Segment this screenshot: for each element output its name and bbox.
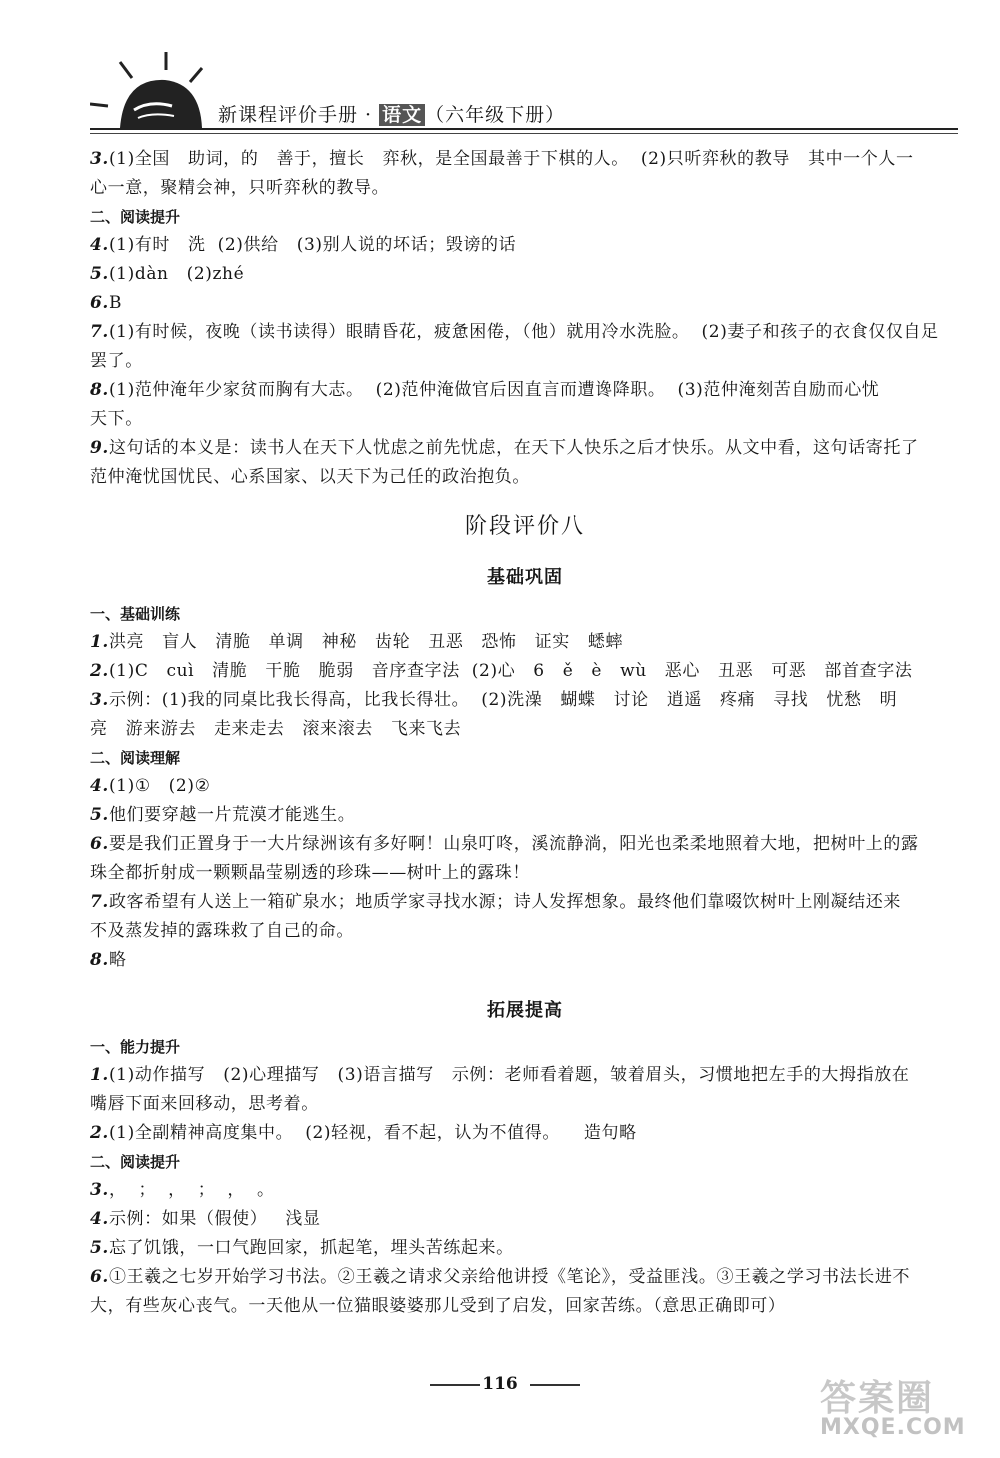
answer-line — [90, 318, 960, 347]
question-number: 6. — [90, 834, 109, 854]
question-number: 4. — [90, 1209, 109, 1229]
answer-line — [90, 946, 960, 975]
question-number: 9. — [90, 438, 109, 458]
book-series: 新课程评价手册 · — [218, 104, 380, 126]
subject-badge: 语文 — [379, 104, 425, 126]
answer-line — [90, 859, 960, 888]
answer-text: 嘴唇下面来回移动，思考着。 — [90, 1094, 319, 1114]
site-watermark — [820, 1370, 990, 1450]
answer-line — [90, 1090, 960, 1119]
answer-text: (1)dàn (2)zhé — [108, 264, 245, 284]
question-number: 1. — [90, 1065, 109, 1085]
answer-line — [90, 434, 960, 463]
question-number: 7. — [90, 322, 109, 342]
footer-ornament-right — [530, 1384, 580, 1386]
answer-text: 示例：(1)我的同桌比我长得高，比我长得壮。 (2)洗澡 蝴蝶 讨论 逍遥 疼痛 寻找 忧愁 明 — [108, 690, 898, 710]
answer-text: 天下。 — [90, 409, 143, 429]
answer-line — [90, 1061, 960, 1090]
answer-text: (1)全副精神高度集中。 (2)轻视，看不起，认为不值得。 造句略 — [108, 1123, 637, 1143]
answer-line — [90, 830, 960, 859]
question-number: 2. — [90, 661, 109, 681]
section-heading: 一、能力提升 — [90, 1038, 181, 1056]
answer-line — [90, 1263, 960, 1292]
question-number: 5. — [90, 805, 109, 825]
answer-line — [90, 260, 960, 289]
question-number: 4. — [90, 235, 109, 255]
answer-text: 珠全都折射成一颗颗晶莹剔透的珍珠——树叶上的露珠！ — [90, 863, 530, 883]
question-number: 5. — [90, 264, 109, 284]
answer-text: 罢了。 — [90, 351, 143, 371]
section-heading: 二、阅读提升 — [90, 1153, 181, 1171]
grade-label: （六年级下册） — [425, 104, 566, 126]
question-number: 4. — [90, 776, 109, 796]
answer-block — [90, 145, 960, 203]
answer-text: 亮 游来游去 走来走去 滚来滚去 飞来飞去 — [90, 719, 462, 739]
answer-line — [90, 801, 960, 830]
answer-text: (1)C cuì 清脆 干脆 脆弱 音序查字法 (2)心 6 ě è wù 恶心 丑恶 可恶 部首查字法 — [108, 661, 913, 681]
answer-line — [90, 1205, 960, 1234]
part-title: 拓展提高 — [487, 1000, 563, 1021]
answer-text: 洪亮 盲人 清脆 单调 神秘 齿轮 丑恶 恐怖 证实 蟋蟀 — [108, 632, 624, 652]
question-number: 3. — [90, 149, 109, 169]
question-number: 6. — [90, 1267, 109, 1287]
answer-block — [90, 772, 960, 975]
answer-line — [90, 628, 960, 657]
answer-line — [90, 289, 960, 318]
question-number: 3. — [90, 1180, 109, 1200]
answer-line — [90, 231, 960, 260]
answer-line — [90, 1234, 960, 1263]
part-title: 基础巩固 — [487, 567, 563, 588]
answer-line — [90, 174, 960, 203]
answer-text: 这句话的本义是：读书人在天下人忧虑之前先忧虑，在天下人快乐之后才快乐。从文中看，这句话寄托了 — [108, 438, 919, 458]
answer-text: (1)范仲淹年少家贫而胸有大志。 (2)范仲淹做官后因直言而遭谗降职。 (3)范仲淹刻苦自励而心忧 — [108, 380, 880, 400]
answer-line — [90, 1119, 960, 1148]
header-rule-thin — [90, 133, 958, 134]
answer-line — [90, 405, 960, 434]
watermark-url: MXQE.COM — [820, 1415, 966, 1440]
sun-logo-icon — [90, 48, 210, 130]
question-number: 7. — [90, 892, 109, 912]
answer-text: (1)全国 助词，的 善于，擅长 弈秋，是全国最善于下棋的人。 (2)只听弈秋的教导 其中一个人一 — [108, 149, 914, 169]
answer-block — [90, 1176, 960, 1321]
answer-text: B — [108, 293, 123, 313]
answer-text: 不及蒸发掉的露珠救了自己的命。 — [90, 921, 354, 941]
page-header — [0, 0, 1000, 150]
book-title — [218, 100, 565, 127]
question-number: 6. — [90, 293, 109, 313]
answer-text: 忘了饥饿，一口气跑回家，抓起笔，埋头苦练起来。 — [108, 1238, 514, 1258]
section-heading: 二、阅读提升 — [90, 208, 181, 226]
answer-line — [90, 686, 960, 715]
question-number: 8. — [90, 950, 109, 970]
section-heading: 二、阅读理解 — [90, 749, 181, 767]
watermark-logo-text: 答案圈 — [820, 1378, 935, 1419]
answer-text: 示例：如果（假使） 浅显 — [108, 1209, 321, 1229]
answer-line — [90, 888, 960, 917]
section-heading: 一、基础训练 — [90, 605, 181, 623]
answer-text: 范仲淹忧国忧民、心系国家、以天下为己任的政治抱负。 — [90, 467, 530, 487]
page-number: 116 — [482, 1374, 518, 1394]
answer-line — [90, 347, 960, 376]
answer-block — [90, 628, 960, 744]
stage-title: 阶段评价八 — [464, 514, 585, 539]
answer-text: 要是我们正置身于一大片绿洲该有多好啊！山泉叮咚，溪流静淌，阳光也柔柔地照着大地，把树叶上的露 — [108, 834, 919, 854]
answer-text: (1)① (2)② — [108, 776, 211, 796]
answer-block — [90, 1061, 960, 1148]
answer-text: ， ； ， ； ， 。 — [108, 1180, 275, 1200]
answer-line — [90, 715, 960, 744]
header-rule — [90, 128, 958, 130]
answer-line — [90, 772, 960, 801]
answer-line — [90, 657, 960, 686]
answer-text: 政客希望有人送上一箱矿泉水；地质学家寻找水源；诗人发挥想象。最终他们靠啜饮树叶上刚凝结还来 — [108, 892, 901, 912]
answer-block — [90, 231, 960, 492]
answer-content — [90, 145, 960, 1321]
answer-text: (1)动作描写 (2)心理描写 (3)语言描写 示例：老师看着题，皱着眉头，习惯地把左手的大拇指放在 — [108, 1065, 910, 1085]
answer-line — [90, 463, 960, 492]
answer-text: 略 — [108, 950, 127, 970]
answer-text: (1)有时 洗 (2)供给 (3)别人说的坏话；毁谤的话 — [108, 235, 517, 255]
question-number: 8. — [90, 380, 109, 400]
answer-text: 大，有些灰心丧气。一天他从一位猫眼婆婆那儿受到了启发，回家苦练。（意思正确即可） — [90, 1296, 786, 1316]
answer-line — [90, 1176, 960, 1205]
question-number: 5. — [90, 1238, 109, 1258]
answer-text: (1)有时候，夜晚（读书读得）眼睛昏花，疲惫困倦，（他）就用冷水洗脸。 (2)妻子和孩子的衣食仅仅自足 — [108, 322, 939, 342]
answer-line — [90, 1292, 960, 1321]
answer-line — [90, 917, 960, 946]
answer-line — [90, 145, 960, 174]
answer-text: ①王羲之七岁开始学习书法。②王羲之请求父亲给他讲授《笔论》，受益匪浅。③王羲之学习书法长进不 — [108, 1267, 911, 1287]
answer-text: 他们要穿越一片荒漠才能逃生。 — [108, 805, 356, 825]
question-number: 1. — [90, 632, 109, 652]
question-number: 2. — [90, 1123, 109, 1143]
answer-line — [90, 376, 960, 405]
answer-text: 心一意，聚精会神，只听弈秋的教导。 — [90, 178, 390, 198]
question-number: 3. — [90, 690, 109, 710]
